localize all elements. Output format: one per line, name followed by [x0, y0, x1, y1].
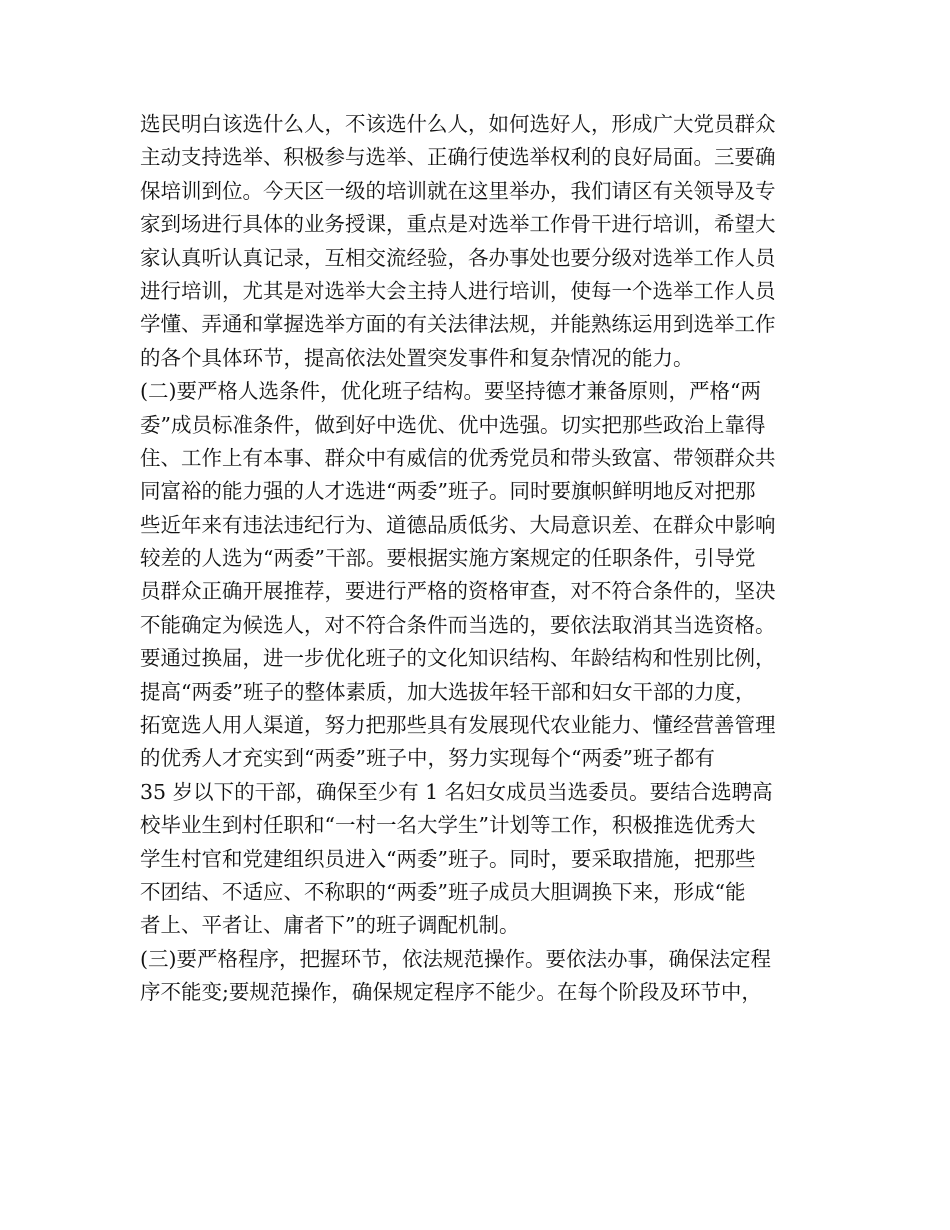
text-line-2: 主动支持选举、积极参与选举、正确行使选举权利的良好局面。三要确 — [140, 145, 776, 170]
text-line-19: 拓宽选人用人渠道，努力把那些具有发展现代农业能力、懂经营善管理 — [140, 713, 776, 738]
text-line-24: 不团结、不适应、不称职的“两委”班子成员大胆调换下来，形成“能 — [140, 879, 746, 904]
section-heading-2: (二)要严格人选条件，优化班子结构。要坚持德才兼备原则，严格“两 — [140, 379, 761, 404]
text-line-22: 校毕业生到村任职和“一村一名大学生”计划等工作，积极推选优秀大 — [140, 813, 756, 838]
text-line-6: 进行培训，尤其是对选举大会主持人进行培训，使每一个选举工作人员 — [140, 278, 776, 303]
text-line-7: 学懂、弄通和掌握选举方面的有关法律法规，并能熟练运用到选举工作 — [140, 312, 776, 337]
text-line-5: 家认真听认真记录，互相交流经验，各办事处也要分级对选举工作人员 — [140, 245, 776, 270]
text-line-4: 家到场进行具体的业务授课，重点是对选举工作骨干进行培训，希望大 — [140, 212, 776, 237]
text-line-21: 35 岁以下的干部，确保至少有 1 名妇女成员当选委员。要结合选聘高 — [140, 779, 773, 804]
text-line-12: 同富裕的能力强的人才选进“两委”班子。同时要旗帜鲜明地反对把那 — [140, 479, 756, 504]
text-line-8: 的各个具体环节，提高依法处置突发事件和复杂情况的能力。 — [140, 345, 694, 370]
text-line-15: 员群众正确开展推荐，要进行严格的资格审查，对不符合条件的，坚决 — [140, 579, 776, 604]
body-text — [140, 108, 820, 1010]
text-line-11: 住、工作上有本事、群众中有威信的优秀党员和带头致富、带领群众共 — [140, 445, 776, 470]
text-line-18: 提高“两委”班子的整体素质，加大选拔年轻干部和妇女干部的力度， — [140, 679, 756, 704]
text-line-23: 学生村官和党建组织员进入“两委”班子。同时，要采取措施，把那些 — [140, 846, 756, 871]
text-line-10: 委”成员标准条件，做到好中选优、优中选强。切实把那些政治上靠得 — [140, 412, 766, 437]
text-line-3: 保培训到位。今天区一级的培训就在这里举办，我们请区有关领导及专 — [140, 178, 776, 203]
text-line-20: 的优秀人才充实到“两委”班子中，努力实现每个“两委”班子都有 — [140, 746, 715, 771]
text-line-13: 些近年来有违法违纪行为、道德品质低劣、大局意识差、在群众中影响 — [140, 512, 776, 537]
text-line-14: 较差的人选为“两委”干部。要根据实施方案规定的任职条件，引导党 — [140, 546, 756, 571]
text-line-25: 者上、平者让、庸者下”的班子调配机制。 — [140, 913, 520, 938]
section-heading-3: (三)要严格程序，把握环节，依法规范操作。要依法办事，确保法定程 — [140, 946, 771, 971]
text-line-27: 序不能变;要规范操作，确保规定程序不能少。在每个阶段及环节中， — [140, 980, 762, 1005]
text-line-16: 不能确定为候选人，对不符合条件而当选的，要依法取消其当选资格。 — [140, 612, 776, 637]
text-line-1: 选民明白该选什么人，不该选什么人，如何选好人，形成广大党员群众 — [140, 112, 776, 136]
text-line-17: 要通过换届，进一步优化班子的文化知识结构、年龄结构和性别比例， — [140, 646, 776, 671]
